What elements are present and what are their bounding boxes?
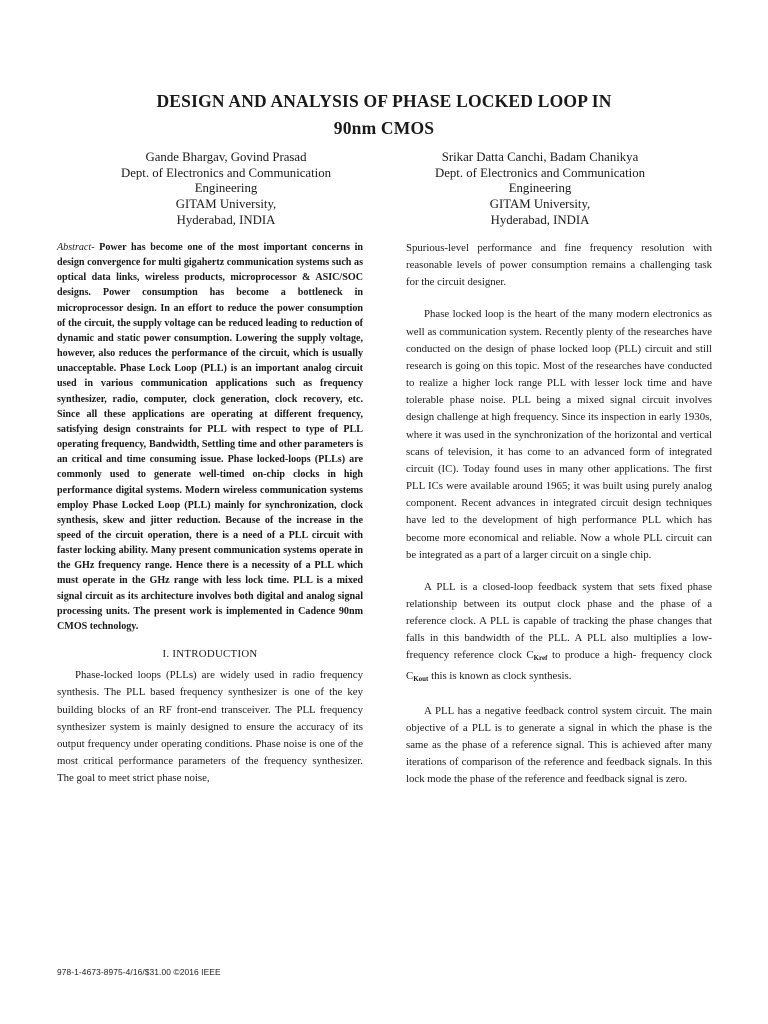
intro-paragraph-1: Phase-locked loops (PLLs) are widely used in radio frequency synthesis. The PLL based frequency synthesizer is one of the key building blocks of an RF front-end transceiver. The PLL frequency synthesizer system is mainly designed to ensure the accuracy of its output frequency under operating conditions. Phase noise is one of the most critical performance parameters of the frequency synthesizer. The goal to meet strict phase noise, [57, 669, 363, 785]
author-dept-cont: Engineering [508, 181, 572, 196]
intro-paragraph-3 [406, 579, 712, 688]
intro-paragraph-1-continued: Spurious-level performance and fine frequency resolution with reasonable levels of power consumption remains a challenging task for the circuit designer. [406, 242, 712, 289]
paper-title [60, 88, 708, 142]
author-names: Gande Bhargav, Govind Prasad [145, 150, 307, 164]
abstract-body: Power has become one of the most important concerns in design convergence for multi gigahertz communication systems such as optical data links, wireless products, microprocessor & ASIC/SOC designs. Power consumption has become a bottleneck in microprocessor design. In an effort to reduce the power consumption of the circuit, the supply voltage can be reduced leading to reduction of dynamic and static power consumption. Lowering the supply voltage, however, also reduces the performance of the circuit, which is usually unacceptable. Phase Lock Loop (PLL) is an important analog circuit used in various communication applications such as frequency synthesizer, radio, computer, clock generation, clock recovery, etc. Since all these applications are operating at different frequency, satisfying design constraints for PLL with respect to type of PLL operating frequency, Bandwidth, Settling time and other parameters is an critical and time consuming issue. Phase locked-loops (PLLs) are commonly used to generate well-timed on-chip clocks in high performance digital systems. Modern wireless communication systems employ Phase Locked Loop (PLL) mainly for synchronization, clock synthesis, skew and jitter reduction. Because of the increase in the speed of the circuit operation, there is a need of a PLL circuit with faster locking ability. Many present communication systems operate in the GHz frequency range. Hence there is a necessity of a PLL which must operate in the GHz range with less lock time. PLL is a mixed signal circuit as its architecture involves both digital and analog signal processing units. The present work is implemented in Cadence 90nm CMOS technology. [57, 242, 363, 632]
section-heading-introduction: I. INTRODUCTION [162, 648, 258, 661]
author-location: Hyderabad, INDIA [176, 212, 276, 227]
author-location: Hyderabad, INDIA [490, 212, 590, 227]
author-block-right [400, 150, 680, 229]
author-university: GITAM University, [175, 197, 277, 212]
abstract-lead: Abstract- [57, 242, 95, 253]
intro-paragraph-3-text-a: A PLL is a closed-loop feedback system that sets fixed phase relationship between its output clock phase and the phase of a reference clock. A PLL is capable of tracking the phase changes that falls in this bandwidth of the PLL. A PLL also multiplies a low-frequency reference clock C [406, 580, 712, 662]
author-university: GITAM University, [489, 197, 591, 212]
abstract [57, 240, 363, 634]
copyright-footer: 978-1-4673-8975-4/16/$31.00 ©2016 IEEE [57, 967, 221, 977]
paper-title-line-1: DESIGN AND ANALYSIS OF PHASE LOCKED LOOP IN [156, 91, 612, 111]
paper-title-line-2: 90nm CMOS [333, 118, 435, 138]
intro-paragraph-4: A PLL has a negative feedback control system circuit. The main objective of a PLL is to generate a signal in which the phase is the same as the phase of a reference signal. This is achieved after many iterations of comparison of the reference and feedback signals. In this lock mode the phase of the reference and feedback signal is zero. [406, 704, 712, 786]
subscript-kout: Kout [413, 674, 429, 683]
intro-paragraph-2: Phase locked loop is the heart of the many modern electronics as well as communication system. Recently plenty of the researches have conducted on the design of phase locked loop (PLL) circuit and still research is going on this topic. Most of the researches have conducted to realize a higher lock range PLL with lesser lock time and have tolerable phase noise. PLL being a mixed signal circuit involves design challenge at high frequency. Since its inspection in early 1930s, where it was used in the synchronization of the horizontal and vertical scans of television, it has come to an advanced form of integrated circuit (IC). Today found uses in many other applications. The first PLL ICs were available around 1965; it was built using purely analog component. Recent advances in integrated circuit design techniques have led to the development of high performance PLL which has become more economical and reliable. Now a whole PLL circuit can be integrated as a part of a larger circuit on a single chip. [406, 308, 712, 561]
intro-paragraph-3-text-c: this is known as clock synthesis. [428, 669, 572, 682]
author-dept: Dept. of Electronics and Communication [434, 165, 646, 180]
intro-paragraph-3-text-b: to produce a high- frequency clock C [406, 649, 712, 682]
subscript-kref: Kref [533, 654, 548, 663]
right-column [406, 240, 712, 789]
author-block-left [86, 150, 366, 229]
left-column [57, 240, 363, 787]
author-dept: Dept. of Electronics and Communication [120, 165, 332, 180]
author-dept-cont: Engineering [194, 181, 258, 196]
author-names: Srikar Datta Canchi, Badam Chanikya [441, 150, 639, 164]
